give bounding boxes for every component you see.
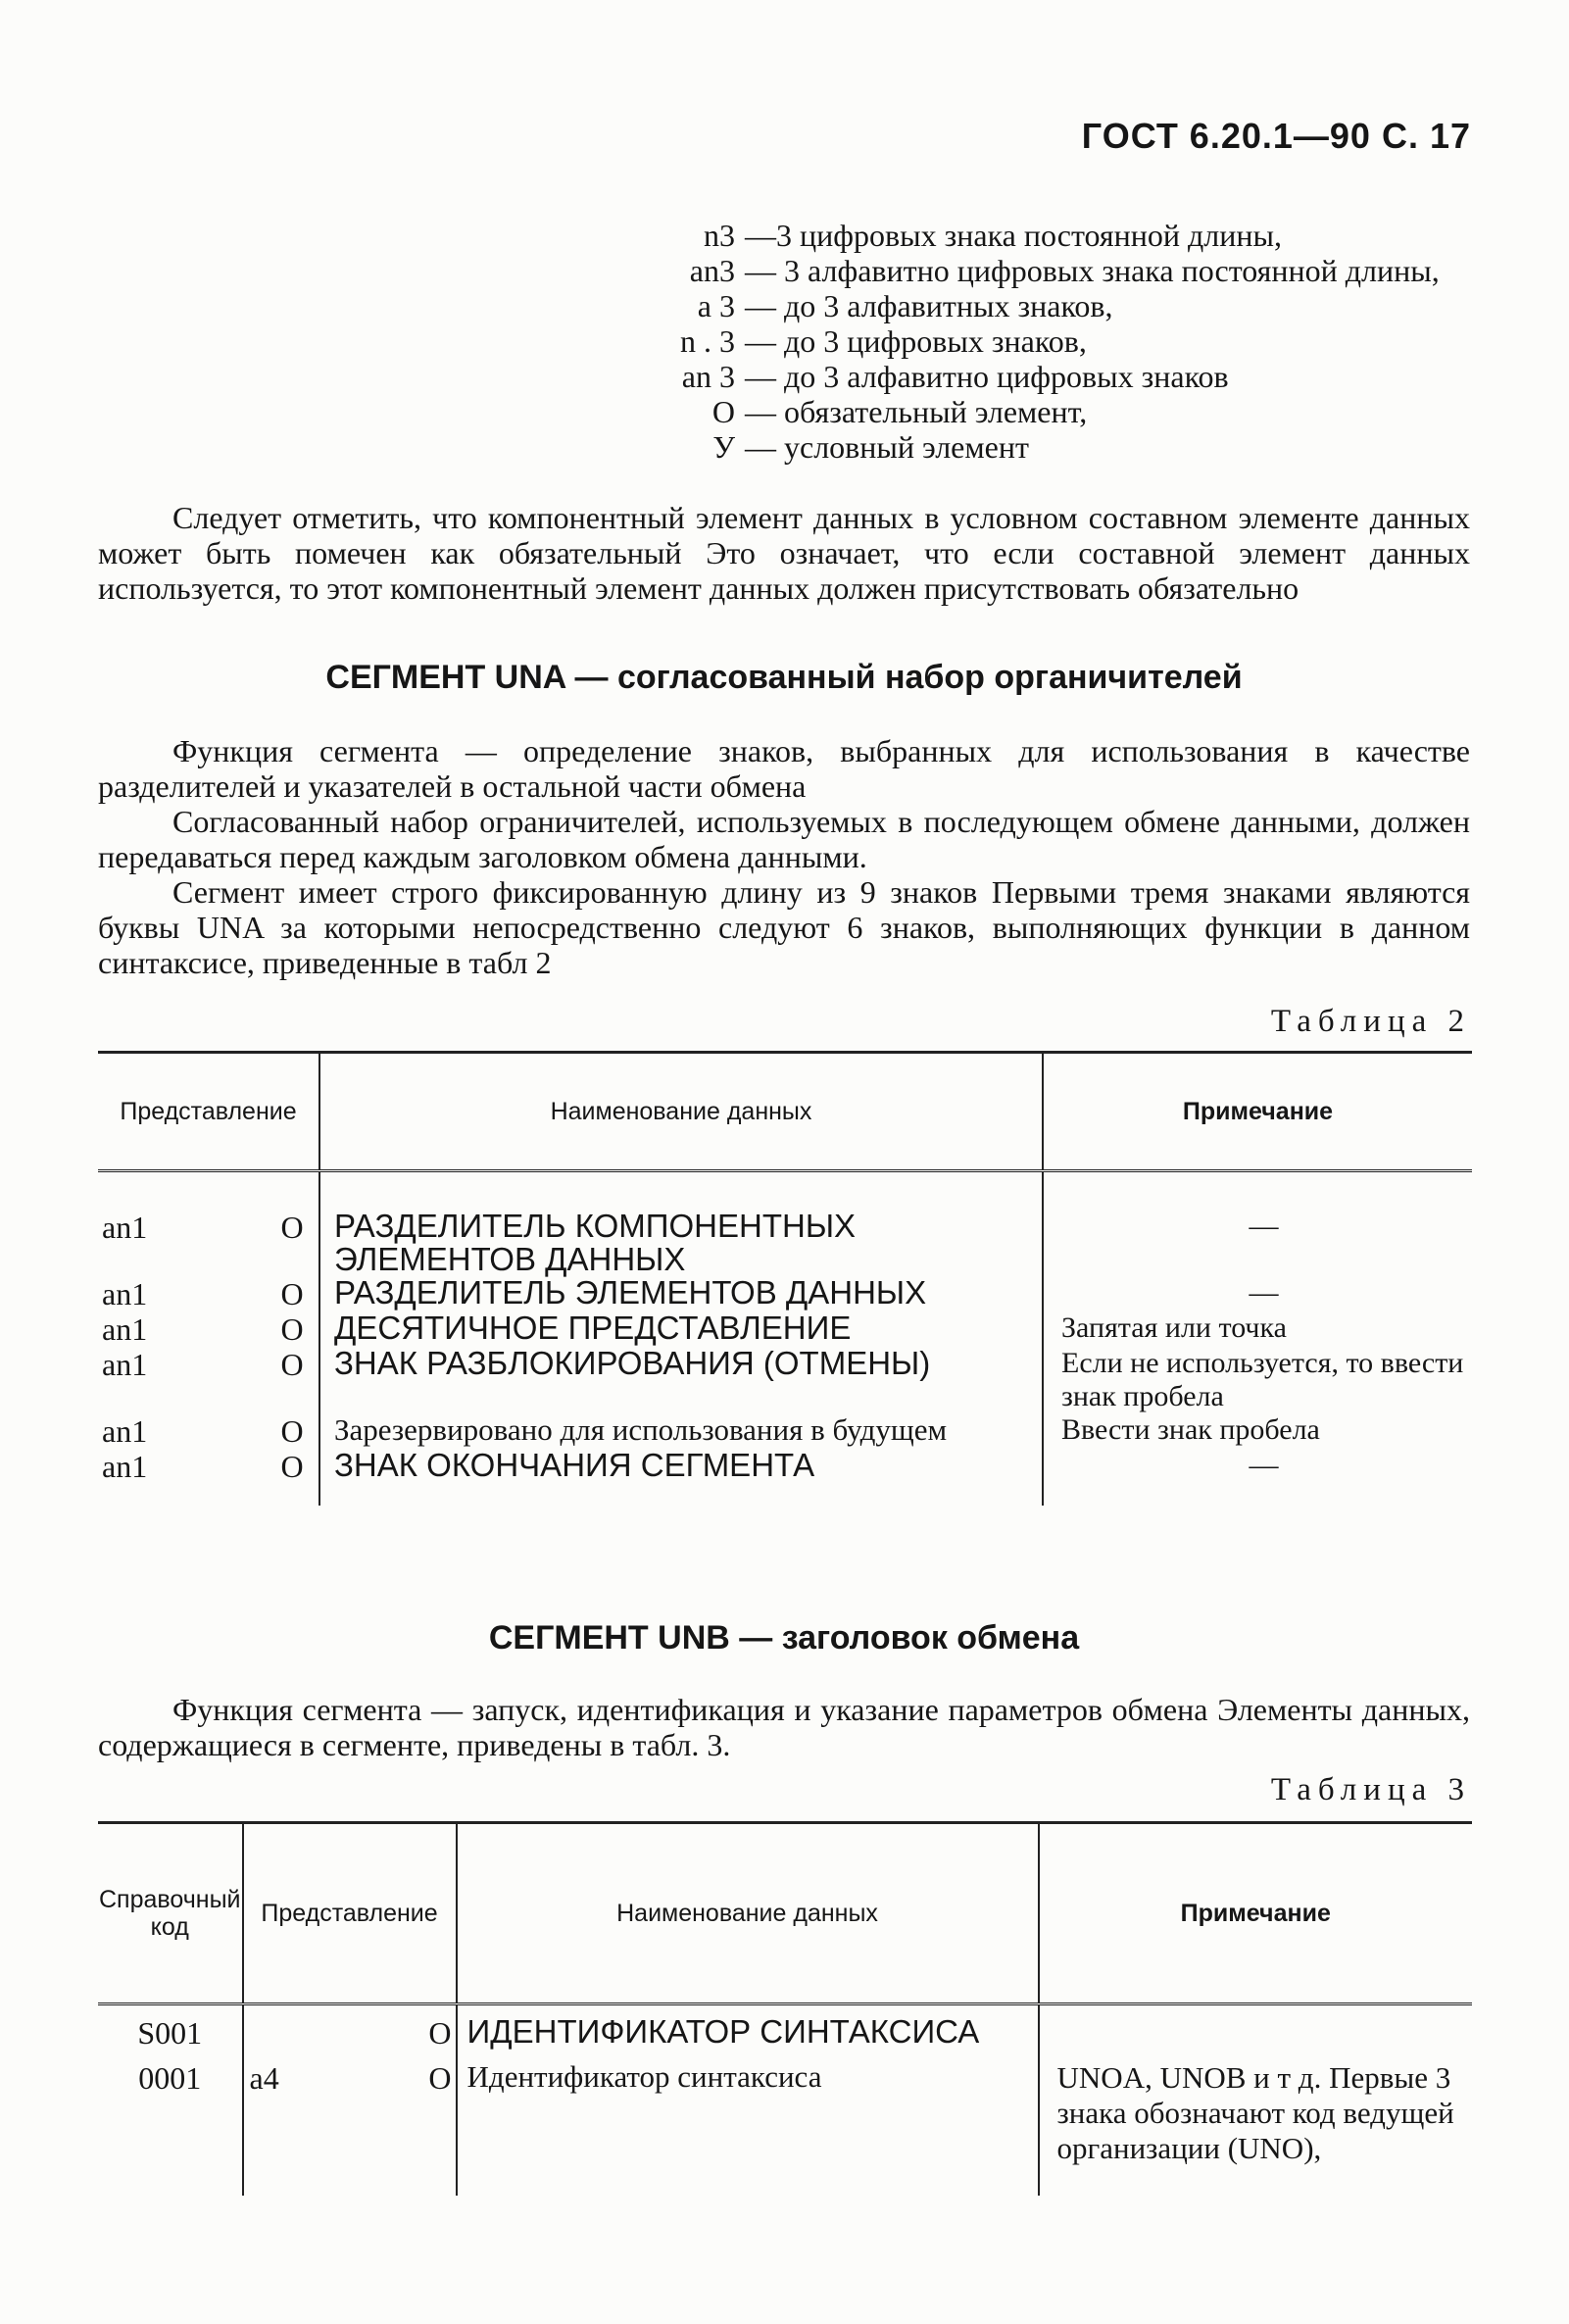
paragraph: Согласованный набор ограничителей, используемых в последующем обмене данными, должен передаваться перед каждым заголовком обмена данными. (98, 804, 1470, 874)
table-row (98, 1449, 1472, 1506)
legend-item (568, 288, 1450, 323)
cell-data-name: Идентификатор синтаксиса (457, 2051, 1039, 2196)
table-header-row (98, 1823, 1472, 2004)
repr-value: a4 (249, 2060, 279, 2096)
cell-representation: an1 (102, 1413, 148, 1449)
legend-code: an3 (689, 253, 735, 288)
legend-code: n3 (704, 218, 735, 253)
cell-status: О (428, 2060, 452, 2096)
legend-item (568, 359, 1450, 394)
paragraph: Сегмент имеет строго фиксированную длину из 9 знаков Первыми тремя знаками являются буквы UNA за которыми непосредственно следуют 6 знаков, выполняющих функции в данном синтаксисе, приведенные в табл 2 (98, 874, 1470, 980)
cell-representation (243, 2051, 457, 2196)
cell-representation (243, 2004, 457, 2052)
table-3 (98, 1821, 1472, 2196)
una-description (98, 733, 1470, 980)
table-caption: Таблица 2 (1270, 1004, 1471, 1039)
cell-data-name: ИДЕНТИФИКАТОР СИНТАКСИСА (457, 2004, 1039, 2052)
cell-note: — (1249, 1276, 1279, 1309)
legend-code: an 3 (681, 359, 735, 394)
cell-status: О (280, 1449, 304, 1484)
paragraph: Функция сегмента — запуск, идентификация и указание параметров обмена Элементы данных, содержащиеся в сегменте, приведены в табл. 3. (98, 1692, 1470, 1762)
legend-desc: — обязательный элемент, (745, 394, 1088, 429)
legend-desc: — условный элемент (745, 429, 1029, 465)
legend-item (568, 394, 1450, 429)
cell-note: Ввести знак пробела (1061, 1413, 1320, 1446)
legend-item (568, 323, 1450, 359)
legend-item (568, 218, 1450, 253)
table-row (98, 1311, 1472, 1347)
legend-code: О (711, 394, 735, 429)
section-title-unb: СЕГМЕНТ UNB — заголовок обмена (488, 1619, 1080, 1656)
legend-desc: — 3 алфавитно цифровых знака постоянной длины, (745, 253, 1440, 288)
cell-data-name: ЗНАК ОКОНЧАНИЯ СЕГМЕНТА (319, 1449, 1043, 1506)
legend-desc: — до 3 цифровых знаков, (745, 323, 1087, 359)
column-header: Наименование данных (319, 1053, 1043, 1171)
legend-desc: —3 цифровых знака постоянной длины, (745, 218, 1282, 253)
cell-note: Если не используется, то ввести знак пробела (1061, 1347, 1464, 1412)
table-row (98, 1171, 1472, 1277)
table-header-row (98, 1053, 1472, 1171)
cell-data-name: ДЕСЯТИЧНОЕ ПРЕДСТАВЛЕНИЕ (319, 1311, 1043, 1347)
legend-code: a 3 (697, 288, 735, 323)
column-header: Представление (243, 1823, 457, 2004)
legend-code: У (712, 429, 735, 465)
paragraph: Функция сегмента — определение знаков, выбранных для использования в качестве разделителей и указателей в остальной части обмена (98, 733, 1470, 804)
cell-note (1039, 2004, 1472, 2052)
cell-note: Запятая или точка (1061, 1311, 1287, 1344)
cell-status: О (428, 2015, 452, 2051)
cell-representation: an1 (102, 1276, 148, 1311)
table-row (98, 2051, 1472, 2196)
cell-data-name: РАЗДЕЛИТЕЛЬ ЭЛЕМЕНТОВ ДАННЫХ (319, 1276, 1043, 1311)
cell-status: О (280, 1413, 304, 1449)
table-row (98, 1276, 1472, 1311)
cell-code: 0001 (138, 2060, 202, 2096)
paragraph: Следует отметить, что компонентный элемент данных в условном составном элементе данных может быть помечен как обязательный Это означает, что если составной элемент данных используется, то этот компонентный элемент данных должен присутствовать обязательно (98, 500, 1470, 606)
legend-desc: — до 3 алфавитных знаков, (745, 288, 1113, 323)
cell-representation: an1 (102, 1347, 148, 1382)
column-header: Наименование данных (457, 1823, 1039, 2004)
legend-code: n . 3 (680, 323, 735, 359)
column-header: Примечание (1039, 1823, 1472, 2004)
cell-data-name: РАЗДЕЛИТЕЛЬ КОМПОНЕНТНЫХ ЭЛЕМЕНТОВ ДАННЫХ (319, 1171, 1043, 1277)
legend-desc: — до 3 алфавитно цифровых знаков (745, 359, 1229, 394)
cell-status: О (280, 1347, 304, 1382)
cell-note: — (1249, 1449, 1279, 1481)
cell-note: UNOA, UNOB и т д. Первые 3 знака обозначают код ведущей организации (UNO), (1039, 2051, 1472, 2196)
legend-item (568, 429, 1450, 465)
cell-representation: an1 (102, 1449, 148, 1484)
cell-representation: an1 (102, 1311, 148, 1347)
cell-note: — (1249, 1210, 1279, 1242)
column-header: Справочный код (98, 1823, 243, 2004)
section-title-una: СЕГМЕНТ UNA — согласованный набор органичителей (325, 659, 1243, 696)
cell-representation: an1 (102, 1210, 148, 1245)
cell-status: О (280, 1311, 304, 1347)
column-header: Представление (98, 1053, 319, 1171)
table-row (98, 1347, 1472, 1413)
table-row (98, 2004, 1472, 2052)
cell-status: О (280, 1276, 304, 1311)
page-header: ГОСТ 6.20.1—90 С. 17 (1081, 116, 1471, 156)
legend-item (568, 253, 1450, 288)
unb-description (98, 1692, 1470, 1762)
table-caption: Таблица 3 (1270, 1772, 1471, 1807)
table-row (98, 1413, 1472, 1449)
cell-status: О (280, 1210, 304, 1245)
cell-data-name: ЗНАК РАЗБЛОКИРОВАНИЯ (ОТМЕНЫ) (319, 1347, 1043, 1413)
table-2 (98, 1051, 1472, 1506)
note-paragraph (98, 500, 1470, 606)
cell-data-name: Зарезервировано для использования в будущем (319, 1413, 1043, 1449)
abbreviation-legend (568, 218, 1450, 465)
column-header: Примечание (1043, 1053, 1472, 1171)
cell-code: S001 (137, 2015, 203, 2051)
